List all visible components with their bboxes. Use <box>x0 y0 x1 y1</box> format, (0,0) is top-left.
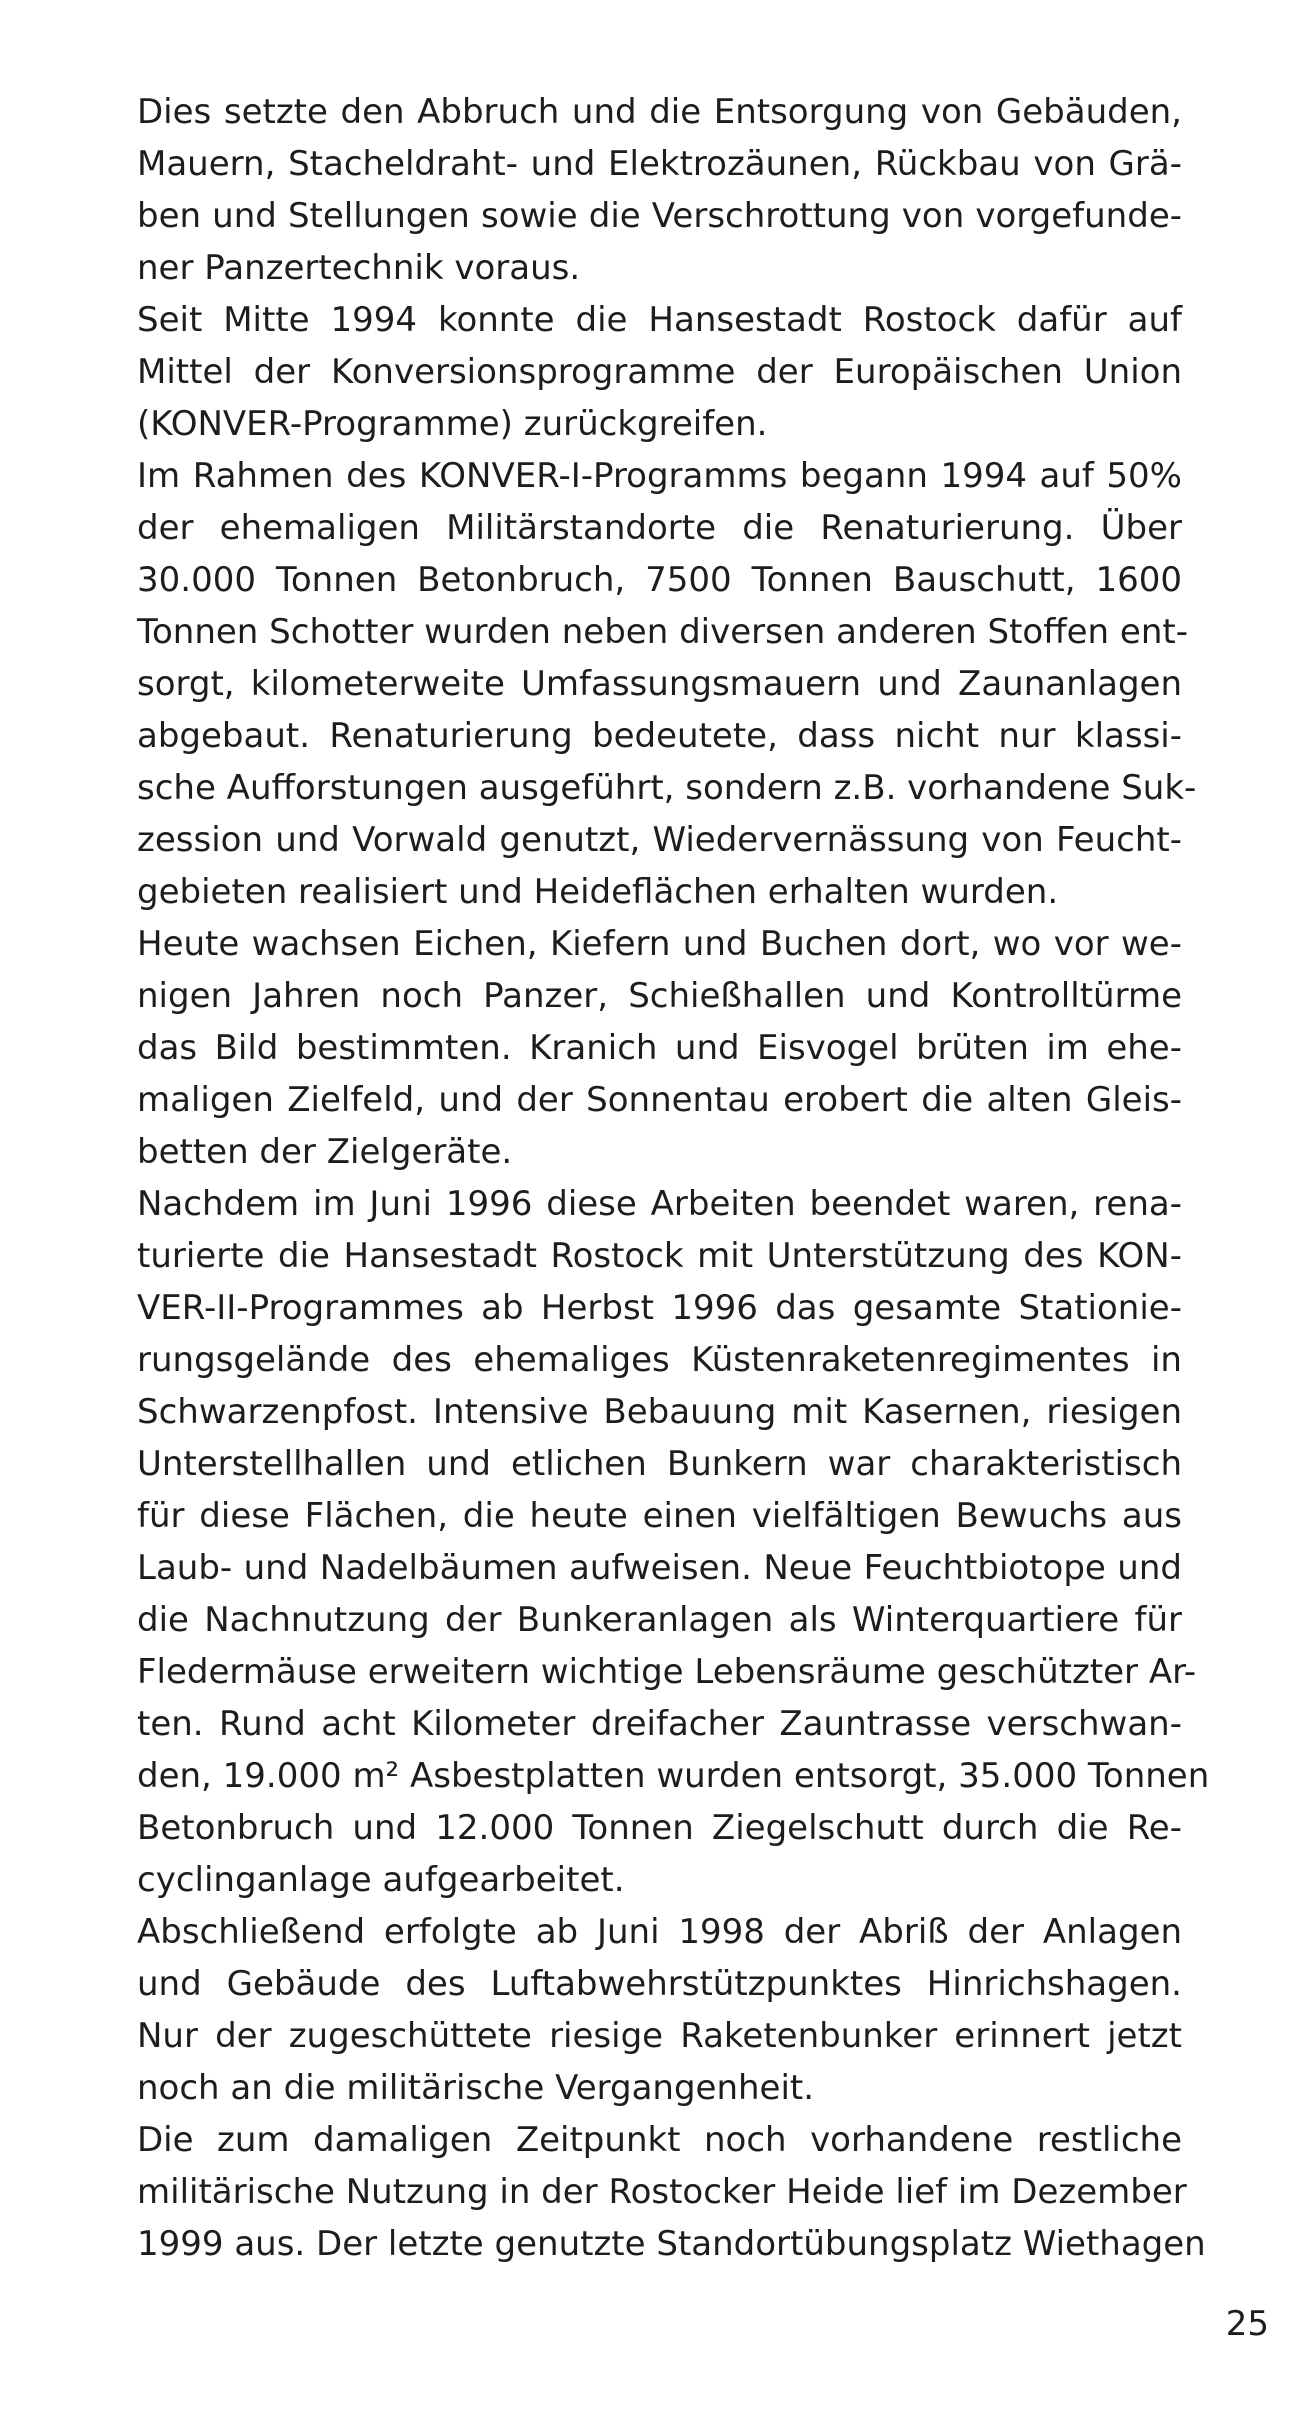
text-line: die Nachnutzung der Bunkeranlagen als Winterquartiere für <box>137 1600 1182 1640</box>
text-line: für diese Flächen, die heute einen vielfältigen Bewuchs aus <box>137 1496 1182 1536</box>
text-line: ben und Stellungen sowie die Verschrottung von vorgefunde- <box>137 196 1182 236</box>
text-line: sche Aufforstungen ausgeführt, sondern z.B. vorhandene Suk- <box>137 768 1197 808</box>
text-line: gebieten realisiert und Heideflächen erhalten wurden. <box>137 872 1059 912</box>
text-line: Tonnen Schotter wurden neben diversen anderen Stoffen ent- <box>137 612 1188 652</box>
text-line: Dies setzte den Abbruch und die Entsorgung von Gebäuden, <box>137 92 1182 132</box>
text-line: Nur der zugeschüttete riesige Raketenbunker erinnert jetzt <box>137 2016 1182 2056</box>
text-line: Heute wachsen Eichen, Kiefern und Buchen dort, wo vor we- <box>137 924 1182 964</box>
text-line: turierte die Hansestadt Rostock mit Unterstützung des KON- <box>137 1236 1182 1276</box>
text-line: Nachdem im Juni 1996 diese Arbeiten beendet waren, rena- <box>137 1184 1182 1224</box>
text-line: VER-II-Programmes ab Herbst 1996 das gesamte Stationie- <box>137 1288 1182 1328</box>
text-line: betten der Zielgeräte. <box>137 1132 513 1172</box>
text-line: noch an die militärische Vergangenheit. <box>137 2068 815 2108</box>
text-line: den, 19.000 m² Asbestplatten wurden entsorgt, 35.000 Tonnen <box>137 1756 1210 1796</box>
text-line: Unterstellhallen und etlichen Bunkern war charakteristisch <box>137 1444 1182 1484</box>
text-line: Laub- und Nadelbäumen aufweisen. Neue Feuchtbiotope und <box>137 1548 1182 1588</box>
text-line: Abschließend erfolgte ab Juni 1998 der Abriß der Anlagen <box>137 1912 1182 1952</box>
text-line: abgebaut. Renaturierung bedeutete, dass nicht nur klassi- <box>137 716 1182 756</box>
text-line: Schwarzenpfost. Intensive Bebauung mit Kasernen, riesigen <box>137 1392 1182 1432</box>
text-line: maligen Zielfeld, und der Sonnentau erobert die alten Gleis- <box>137 1080 1182 1120</box>
text-line: ten. Rund acht Kilometer dreifacher Zauntrasse verschwan- <box>137 1704 1182 1744</box>
text-line: Betonbruch und 12.000 Tonnen Ziegelschutt durch die Re- <box>137 1808 1182 1848</box>
text-line: der ehemaligen Militärstandorte die Renaturierung. Über <box>137 508 1182 548</box>
text-line: 1999 aus. Der letzte genutzte Standortübungsplatz Wiethagen <box>137 2224 1206 2264</box>
text-line: Seit Mitte 1994 konnte die Hansestadt Rostock dafür auf <box>137 300 1182 340</box>
text-line: Mittel der Konversionsprogramme der Europäischen Union <box>137 352 1182 392</box>
text-line: und Gebäude des Luftabwehrstützpunktes Hinrichshagen. <box>137 1964 1182 2004</box>
text-line: cyclinganlage aufgearbeitet. <box>137 1860 625 1900</box>
text-line: Die zum damaligen Zeitpunkt noch vorhandene restliche <box>137 2120 1182 2160</box>
text-line: (KONVER-Programme) zurückgreifen. <box>137 404 768 444</box>
text-line: Im Rahmen des KONVER-I-Programms begann 1994 auf 50% <box>137 456 1182 496</box>
text-line: das Bild bestimmten. Kranich und Eisvogel brüten im ehe- <box>137 1028 1182 1068</box>
text-line: ner Panzertechnik voraus. <box>137 248 581 288</box>
text-line: nigen Jahren noch Panzer, Schießhallen und Kontrolltürme <box>137 976 1182 1016</box>
text-line: Fledermäuse erweitern wichtige Lebensräume geschützter Ar- <box>137 1652 1197 1692</box>
text-line: zession und Vorwald genutzt, Wiedervernässung von Feucht- <box>137 820 1182 860</box>
page-number: 25 <box>1225 2304 1269 2344</box>
text-line: 30.000 Tonnen Betonbruch, 7500 Tonnen Bauschutt, 1600 <box>137 560 1182 600</box>
text-line: rungsgelände des ehemaliges Küstenraketenregimentes in <box>137 1340 1182 1380</box>
text-line: Mauern, Stacheldraht- und Elektrozäunen, Rückbau von Grä- <box>137 144 1182 184</box>
text-line: sorgt, kilometerweite Umfassungsmauern und Zaunanlagen <box>137 664 1182 704</box>
text-line: militärische Nutzung in der Rostocker Heide lief im Dezember <box>137 2172 1187 2212</box>
